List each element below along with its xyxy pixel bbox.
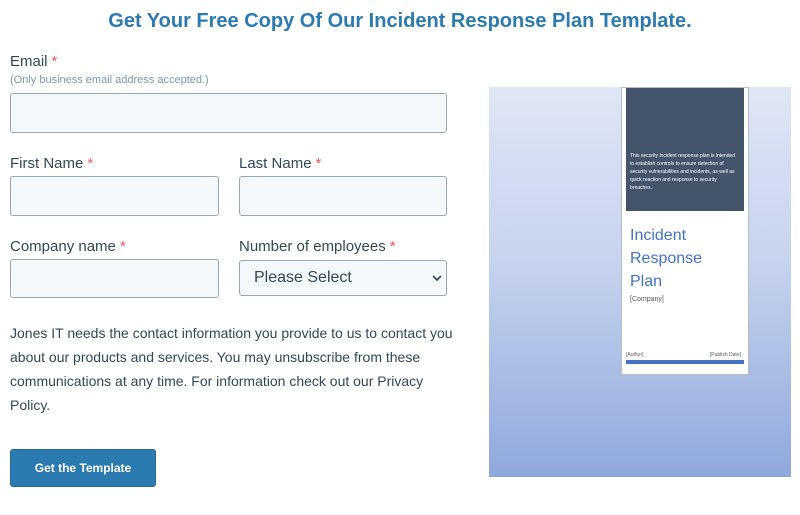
employees-select[interactable] xyxy=(239,260,447,296)
company-field[interactable] xyxy=(10,259,219,298)
chevron-down-icon xyxy=(432,273,442,283)
cover-title-line: Incident xyxy=(630,227,687,244)
email-label xyxy=(10,53,57,71)
template-cover-image xyxy=(489,87,791,477)
required-marker: * xyxy=(119,238,126,255)
last-name-field[interactable] xyxy=(239,176,447,216)
last-name-label xyxy=(239,155,321,173)
cover-blurb: This security incident response plan is intended to establish controls to ensure detection of security vulnerabilities and incidents, as well as quick reaction and response to security breaches. xyxy=(630,153,736,191)
document-cover xyxy=(621,87,749,375)
cover-accent-bar xyxy=(626,360,744,364)
employees-label-text: Number of employees xyxy=(239,238,386,255)
first-name-label-text: First Name xyxy=(10,155,84,172)
company-label xyxy=(10,238,126,256)
first-name-field[interactable] xyxy=(10,176,219,216)
company-label-text: Company name xyxy=(10,238,116,255)
consent-text: Jones IT needs the contact information you provide to us to contact you about our products and services. You may unsubscribe from these communications at any time. For information check out our Privacy Policy. xyxy=(10,325,453,413)
email-hint: (Only business email address accepted.) xyxy=(10,74,209,86)
email-label-text: Email xyxy=(10,53,48,70)
page-title: Get Your Free Copy Of Our Incident Response Plan Template. xyxy=(108,10,692,32)
get-template-button[interactable]: Get the Template xyxy=(10,449,156,487)
cover-company: [Company] xyxy=(630,296,664,303)
cover-author: [Author] xyxy=(626,352,644,358)
required-marker: * xyxy=(389,238,396,255)
required-marker: * xyxy=(315,155,322,172)
cover-title-line: Plan xyxy=(630,273,663,290)
employees-label xyxy=(239,238,396,256)
cover-header-block xyxy=(626,88,744,211)
first-name-label xyxy=(10,155,93,173)
cover-title xyxy=(630,224,740,293)
cover-title-line: Response xyxy=(630,250,703,267)
cover-publish-date: [Publish Date] xyxy=(709,352,741,358)
last-name-label-text: Last Name xyxy=(239,155,312,172)
required-marker: * xyxy=(51,53,58,70)
required-marker: * xyxy=(87,155,94,172)
employees-select-value: Please Select xyxy=(254,269,352,286)
email-field[interactable] xyxy=(10,93,447,133)
